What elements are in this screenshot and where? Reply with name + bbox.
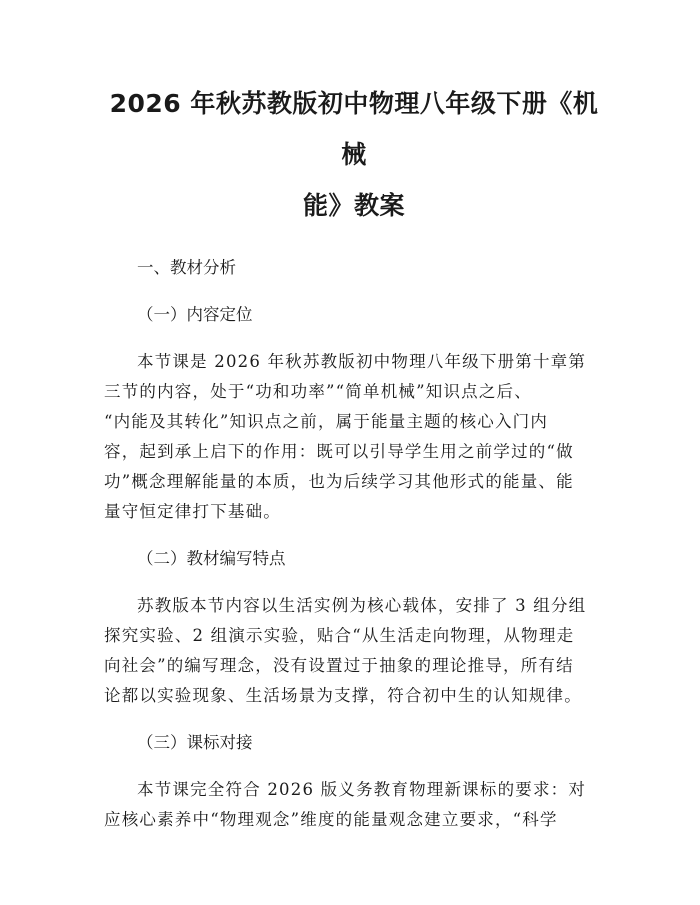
paragraph-line: 三节的内容，处于“功和功率”“简单机械”知识点之后、 <box>104 382 532 401</box>
paragraph-line: 应核心素养中“物理观念”维度的能量观念建立要求，“科学 <box>104 810 558 829</box>
paragraph-line: 量守恒定律打下基础。 <box>104 502 281 521</box>
paragraph-curriculum-alignment <box>104 775 604 835</box>
paragraph-line: 向社会”的编写理念，没有设置过于抽象的理论推导，所有结 <box>104 656 574 675</box>
title-line-1: 2026 年秋苏教版初中物理八年级下册《机械 <box>109 89 599 169</box>
subsection-heading-content-positioning: （一）内容定位 <box>137 305 253 324</box>
paragraph-line: 容，起到承上启下的作用：既可以引导学生用之前学过的“做 <box>104 442 574 461</box>
document-body <box>104 253 604 835</box>
section-heading-textbook-analysis: 一、教材分析 <box>137 258 236 277</box>
document-title <box>104 78 604 231</box>
paragraph-line: 探究实验、2 组演示实验，贴合“从生活走向物理，从物理走 <box>104 626 575 645</box>
paragraph-content-positioning <box>104 347 604 527</box>
subsection-heading-textbook-features: （二）教材编写特点 <box>137 549 286 568</box>
paragraph-line: 本节课完全符合 2026 版义务教育物理新课标的要求：对 <box>137 780 587 799</box>
paragraph-line: 论都以实验现象、生活场景为支撑，符合初中生的认知规律。 <box>104 686 582 705</box>
title-line-2: 能》教案 <box>302 191 405 220</box>
paragraph-textbook-features <box>104 591 604 711</box>
paragraph-line: 苏教版本节内容以生活实例为核心载体，安排了 3 组分组 <box>137 596 587 615</box>
paragraph-line: “内能及其转化”知识点之前，属于能量主题的核心入门内 <box>104 412 549 431</box>
paragraph-line: 本节课是 2026 年秋苏教版初中物理八年级下册第十章第 <box>137 352 587 371</box>
paragraph-line: 功”概念理解能量的本质，也为后续学习其他形式的能量、能 <box>104 472 574 491</box>
subsection-heading-curriculum-alignment: （三）课标对接 <box>137 733 253 752</box>
